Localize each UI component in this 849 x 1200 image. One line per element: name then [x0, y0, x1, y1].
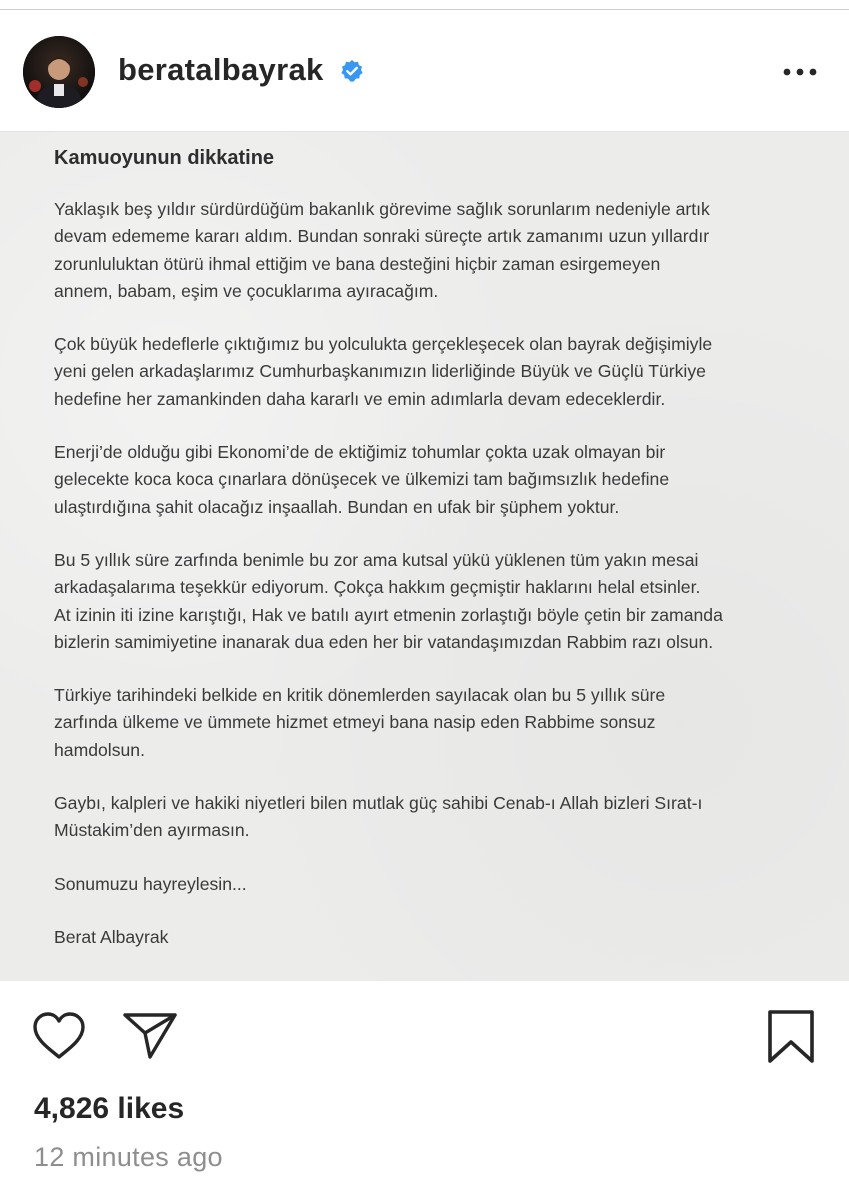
statement-closing: Sonumuzu hayreylesin... [54, 873, 247, 894]
statement-paragraph: Bu 5 yıllık süre zarfında benimle bu zor ama kutsal yükü yüklenen tüm yakın mesai arkadaşalarıma teşekkür ediyorum. Çokça hakkım geçmiştir haklarını helal etsinler. At izinin iti izine karıştığı, Hak ve batılı ayırt etmenin zorlaştığı böyle çetin bir zamanda bizlerin samimiyetine inanarak dua eden her bir vatandaşımızdan Rabbim razı olsun. [54, 549, 723, 652]
statement-title: Kamuoyunun dikkatine [54, 147, 275, 169]
likes-count[interactable]: 4,826 likes [34, 1092, 185, 1125]
statement-signature: Berat Albayrak [54, 926, 169, 947]
statement-document [54, 146, 814, 977]
more-options-icon[interactable] [780, 67, 820, 77]
bookmark-icon[interactable] [766, 1009, 816, 1065]
post-header [0, 10, 849, 132]
statement-paragraph: Gaybı, kalpleri ve hakiki niyetleri bilen mutlak güç sahibi Cenab-ı Allah bizleri Sırat-ı Müstakim’den ayırmasın. [54, 793, 703, 841]
post-actions [0, 981, 849, 1200]
post-image[interactable] [0, 132, 849, 981]
send-icon[interactable] [121, 1011, 179, 1061]
statement-paragraph: Türkiye tarihindeki belkide en kritik dönemlerden sayılacak olan bu 5 yıllık süre zarfında ülkeme ve ümmete hizmet etmeyi bana nasip eden Rabbime sonsuz hamdolsun. [54, 685, 666, 760]
statement-paragraph: Enerji’de olduğu gibi Ekonomi’de de ektiğimiz tohumlar çokta uzak olmayan bir gelecekte koca koca çınarlara dönüşecek ve ülkemizi tam bağımsızlık hedefine ulaştırdığına şahit olacağız inşaallah. Bundan en ufak bir şüphem yoktur. [54, 442, 670, 517]
statement-paragraph: Çok büyük hedeflerle çıktığımız bu yolculukta gerçekleşecek olan bayrak değişimiyle yeni gelen arkadaşlarımız Cumhurbaşkanımızın liderliğinde Büyük ve Güçlü Türkiye hedefine her zamankinden daha kararlı ve emin adımlarla devam edeceklerdir. [54, 334, 713, 409]
heart-icon[interactable] [31, 1011, 87, 1061]
post-timestamp: 12 minutes ago [34, 1142, 223, 1172]
username[interactable]: beratalbayrak [118, 52, 324, 87]
verified-badge-icon [340, 59, 364, 83]
statement-paragraph: Yaklaşık beş yıldır sürdürdüğüm bakanlık görevime sağlık sorunlarım nedeniyle artık devam edememe kararı aldım. Bundan sonraki süreçte artık zamanımı uzun yıllardır zorunluluktan ötürü ihmal ettiğim ve bana desteğini hiçbir zaman esirgemeyen annem, babam, eşim ve çocuklarıma ayıracağım. [54, 199, 710, 301]
avatar[interactable] [23, 36, 95, 108]
